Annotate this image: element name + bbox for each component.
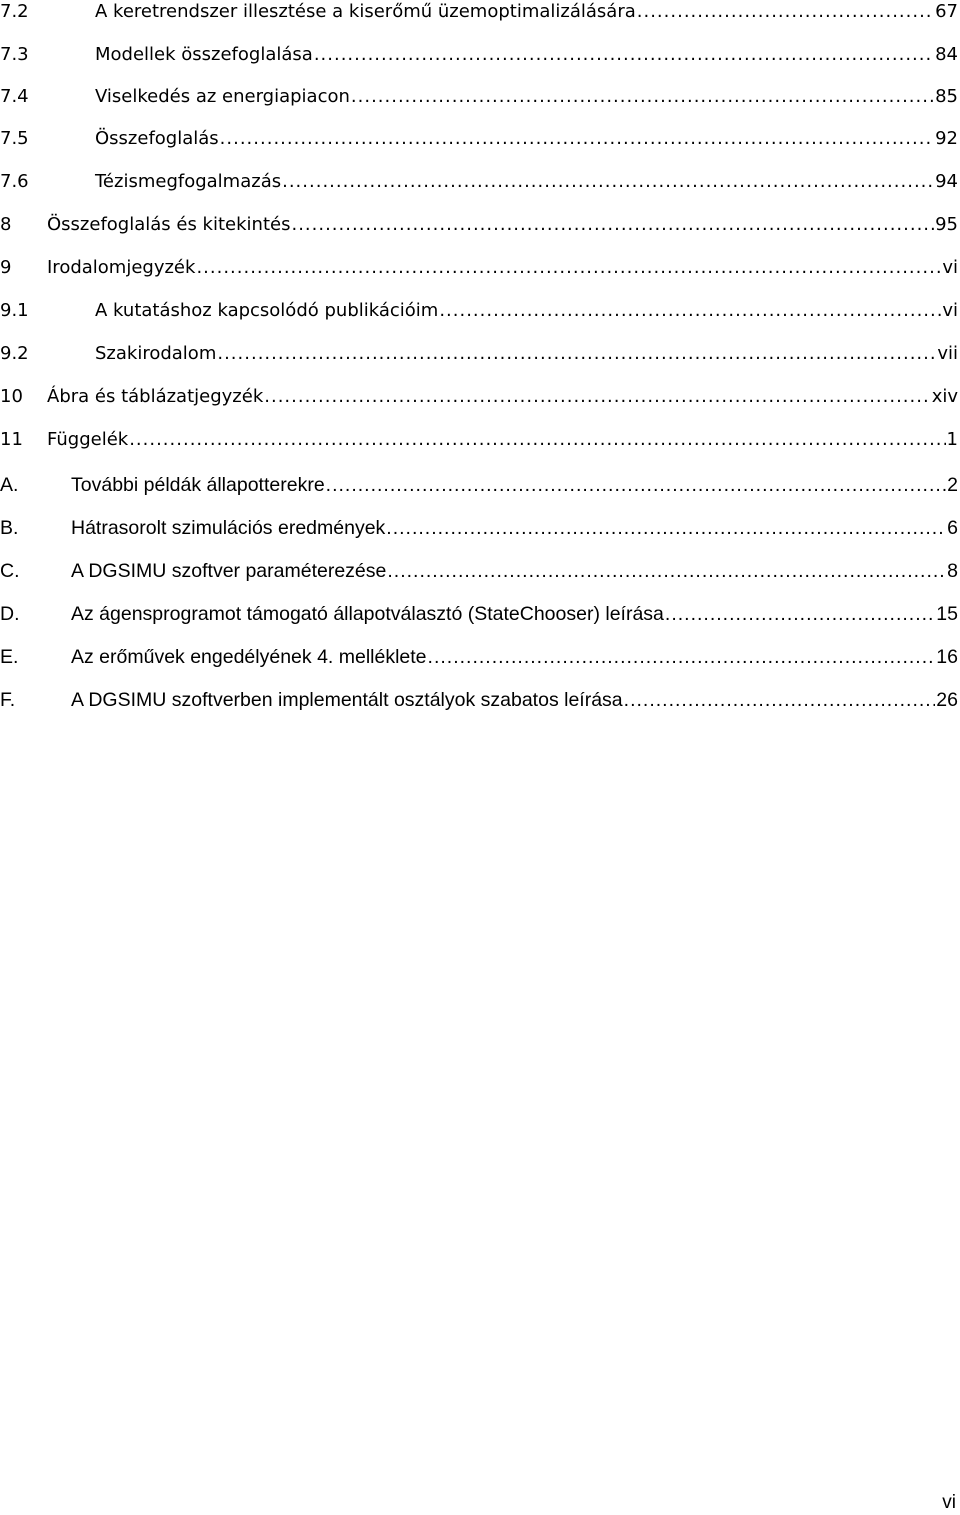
toc-entry-page: 92 [935,128,958,149]
toc-entry-page: 1 [946,429,958,450]
toc-entry[interactable] [0,470,958,500]
toc-leader-dots [326,470,946,500]
toc-entry-page: 85 [935,86,958,107]
toc-entry[interactable] [0,167,958,197]
toc-leader-dots [386,513,946,543]
toc-leader-dots [217,339,936,369]
toc-leader-dots [129,425,945,455]
toc-leader-dots [196,253,941,283]
toc-entry-title: Szakirodalom [95,343,217,364]
toc-leader-dots [282,167,934,197]
toc-entry-title: A keretrendszer illesztése a kiserőmű üzemoptimalizálására [95,1,636,22]
toc-entry-number: 8 [0,214,12,235]
toc-entry[interactable] [0,0,958,27]
toc-entry[interactable] [0,382,958,412]
toc-entry-number: 9.1 [0,300,29,321]
toc-entry-page: 67 [935,1,958,22]
toc-entry-page: vi [942,300,958,321]
toc-leader-dots [264,382,930,412]
toc-entry-title: A DGSIMU szoftverben implementált osztályok szabatos leírása [71,689,623,711]
toc-entry-number: 9 [0,257,12,278]
toc-entry-number: B. [0,517,19,539]
toc-entry[interactable] [0,82,958,112]
toc-entry-title: Irodalomjegyzék [47,257,196,278]
toc-entry-title: Függelék [47,429,129,450]
toc-entry-page: 6 [947,517,958,539]
toc-entry[interactable] [0,513,958,543]
toc-leader-dots [220,124,934,154]
toc-entry-number: C. [0,560,20,582]
toc-entry-number: 7.3 [0,44,29,65]
toc-entry-number: 7.4 [0,86,29,107]
toc-entry-number: A. [0,474,19,496]
toc-leader-dots [637,0,934,27]
toc-entry[interactable] [0,210,958,240]
toc-entry-title: Összefoglalás és kitekintés [47,214,291,235]
toc-entry[interactable] [0,642,958,672]
toc-entry-page: 16 [936,646,958,668]
toc-entry-page: 8 [947,560,958,582]
toc-entry-number: F. [0,689,16,711]
toc-entry-title: Tézismegfogalmazás [95,171,282,192]
toc-entry-number: E. [0,646,19,668]
toc-entry[interactable] [0,685,958,715]
toc-entry-page: 95 [935,214,958,235]
toc-entry-title: Összefoglalás [95,128,219,149]
toc-entry[interactable] [0,253,958,283]
toc-entry-title: A DGSIMU szoftver paraméterezése [71,560,387,582]
toc-entry-page: 84 [935,44,958,65]
toc-entry-page: 15 [936,603,958,625]
toc-entry-number: 10 [0,386,23,407]
toc-entry-title: Az ágensprogramot támogató állapotválasztó (StateChooser) leírása [71,603,664,625]
toc-leader-dots [291,210,934,240]
toc-entry-page: 94 [935,171,958,192]
toc-leader-dots [351,82,934,112]
toc-entry[interactable] [0,339,958,369]
toc-entry-title: Hátrasorolt szimulációs eredmények [71,517,386,539]
toc-entry-page: xiv [931,386,958,407]
toc-leader-dots [624,685,936,715]
toc-leader-dots [314,40,934,70]
toc-entry[interactable] [0,599,958,629]
toc-entry-page: vi [942,257,958,278]
toc-entry-number: 7.6 [0,171,29,192]
toc-leader-dots [387,556,946,586]
page-number: vi [942,1492,956,1513]
toc-entry-page: 2 [947,474,958,496]
toc-entry-page: vii [937,343,958,364]
toc-entry-page: 26 [936,689,958,711]
toc-entry[interactable] [0,124,958,154]
toc-entry-title: További példák állapotterekre [71,474,325,496]
toc-leader-dots [665,599,935,629]
toc-leader-dots [428,642,936,672]
toc-entry-title: Modellek összefoglalása [95,44,313,65]
toc-leader-dots [439,296,941,326]
toc-entry[interactable] [0,425,958,455]
toc-entry-title: A kutatáshoz kapcsolódó publikációim [95,300,439,321]
toc-entry[interactable] [0,556,958,586]
toc-entry-number: D. [0,603,20,625]
toc-entry[interactable] [0,296,958,326]
toc-entry-number: 7.2 [0,1,29,22]
toc-entry-number: 9.2 [0,343,29,364]
toc-entry-title: Ábra és táblázatjegyzék [47,386,264,407]
toc-entry-title: Az erőművek engedélyének 4. melléklete [71,646,427,668]
toc-entry[interactable] [0,40,958,70]
toc-entry-number: 7.5 [0,128,29,149]
toc-entry-number: 11 [0,429,23,450]
toc-entry-title: Viselkedés az energiapiacon [95,86,350,107]
